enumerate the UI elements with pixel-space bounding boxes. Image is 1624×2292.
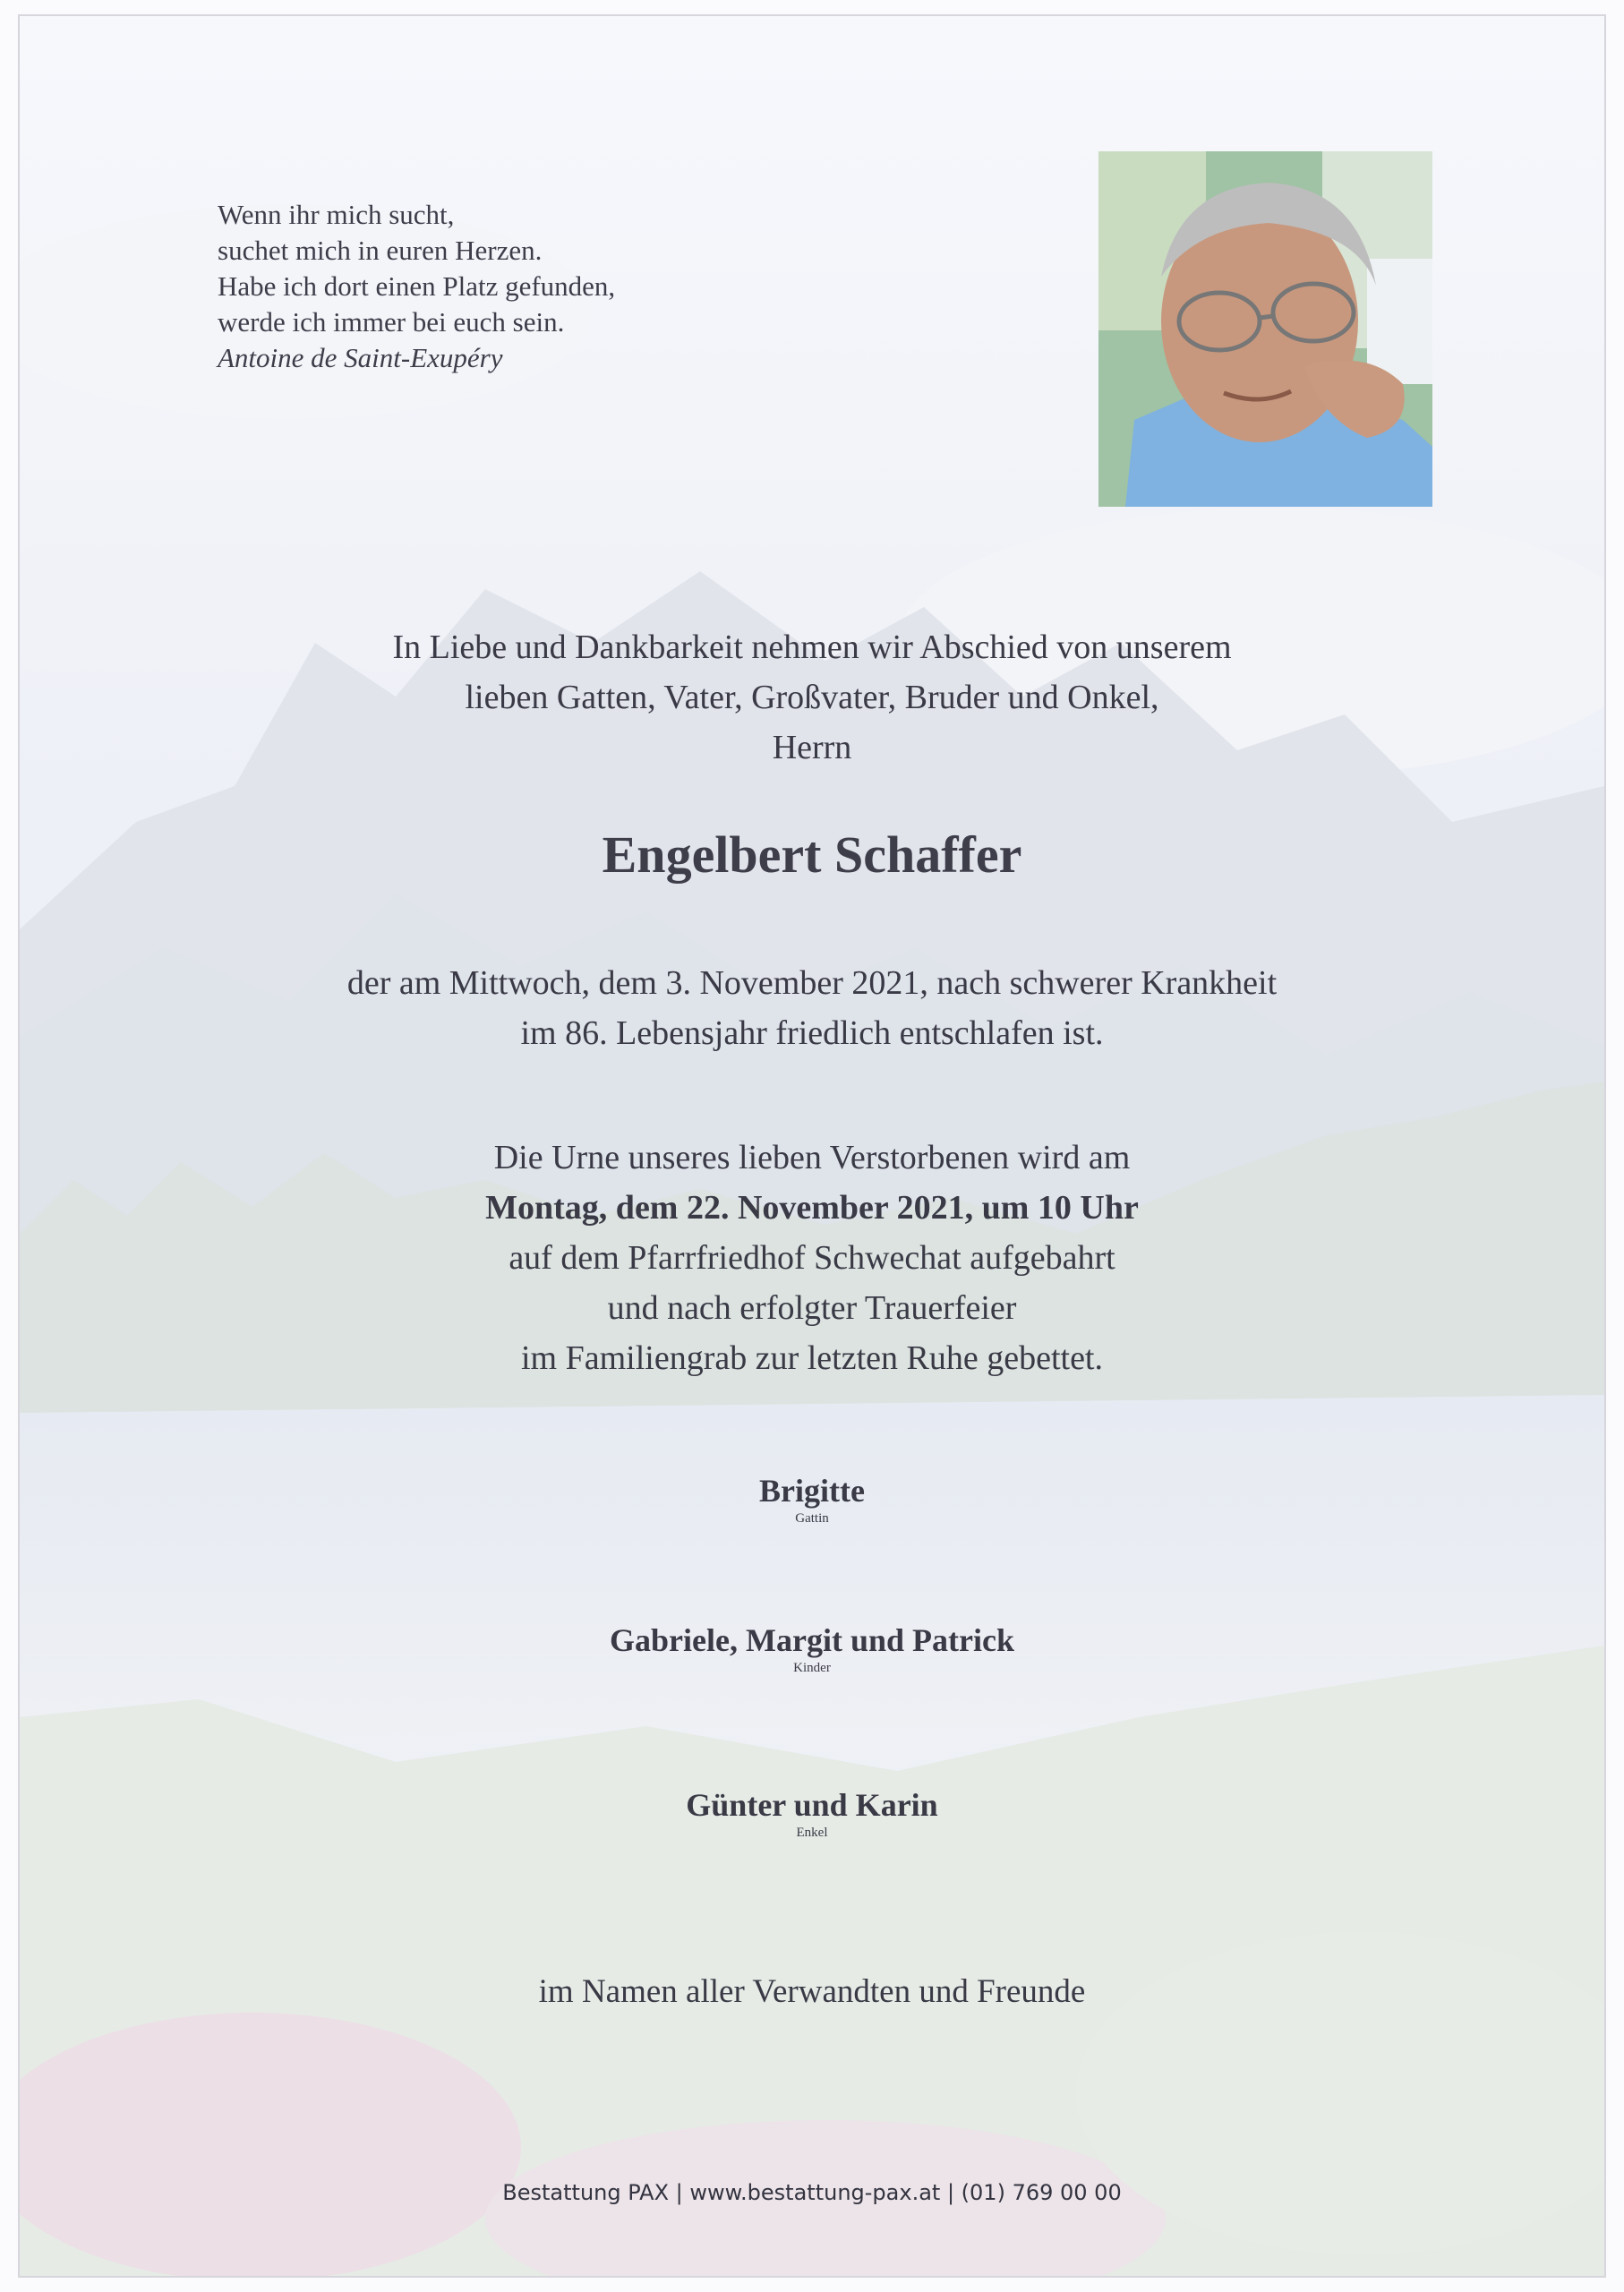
family-role: Enkel [796, 1826, 828, 1840]
funeral-home-footer: Bestattung PAX | www.bestattung-pax.at | (01) 769 00 00 [502, 2180, 1122, 2205]
death-line: der am Mittwoch, dem 3. November 2021, nach schwerer Krankheit [346, 964, 1278, 1002]
family-names: Günter und Karin [686, 1787, 938, 1823]
burial-line: und nach erfolgter Trauerfeier [607, 1289, 1017, 1327]
family-entry-spouse [0, 1471, 1624, 1527]
poem-line: suchet mich in euren Herzen. [218, 235, 543, 266]
family-role: Gattin [795, 1511, 829, 1526]
intro-line: In Liebe und Dankbarkeit nehmen wir Abschied von unserem [392, 629, 1232, 666]
intro-line: lieben Gatten, Vater, Großvater, Bruder und Onkel, [465, 679, 1159, 716]
burial-date: Montag, dem 22. November 2021, um 10 Uhr [485, 1189, 1139, 1227]
burial-line: Die Urne unseres lieben Verstorbenen wird am [493, 1139, 1131, 1176]
death-line: im 86. Lebensjahr friedlich entschlafen ist. [520, 1014, 1104, 1052]
death-notice [0, 958, 1624, 1058]
family-role: Kinder [793, 1661, 831, 1675]
poem-line: Habe ich dort einen Platz gefunden, [218, 270, 616, 302]
intro-line: Herrn [772, 729, 852, 766]
family-entry-grandchildren [0, 1785, 1624, 1841]
burial-line: im Familiengrab zur letzten Ruhe gebettet. [520, 1339, 1103, 1377]
poem-author: Antoine de Saint-Exupéry [218, 342, 503, 373]
poem-line: Wenn ihr mich sucht, [218, 199, 455, 230]
deceased-name: Engelbert Schaffer [602, 825, 1022, 884]
family-names: Brigitte [759, 1473, 865, 1509]
poem-line: werde ich immer bei euch sein. [218, 306, 565, 338]
closing-line: im Namen aller Verwandten und Freunde [538, 1973, 1086, 2010]
portrait-photo [1098, 151, 1432, 507]
family-entry-children [0, 1621, 1624, 1676]
burial-notice [0, 1133, 1624, 1383]
intro-text [0, 622, 1624, 773]
burial-line: auf dem Pfarrfriedhof Schwechat aufgebahrt [509, 1239, 1115, 1277]
family-names: Gabriele, Margit und Patrick [610, 1622, 1014, 1658]
memorial-poem [218, 197, 719, 376]
